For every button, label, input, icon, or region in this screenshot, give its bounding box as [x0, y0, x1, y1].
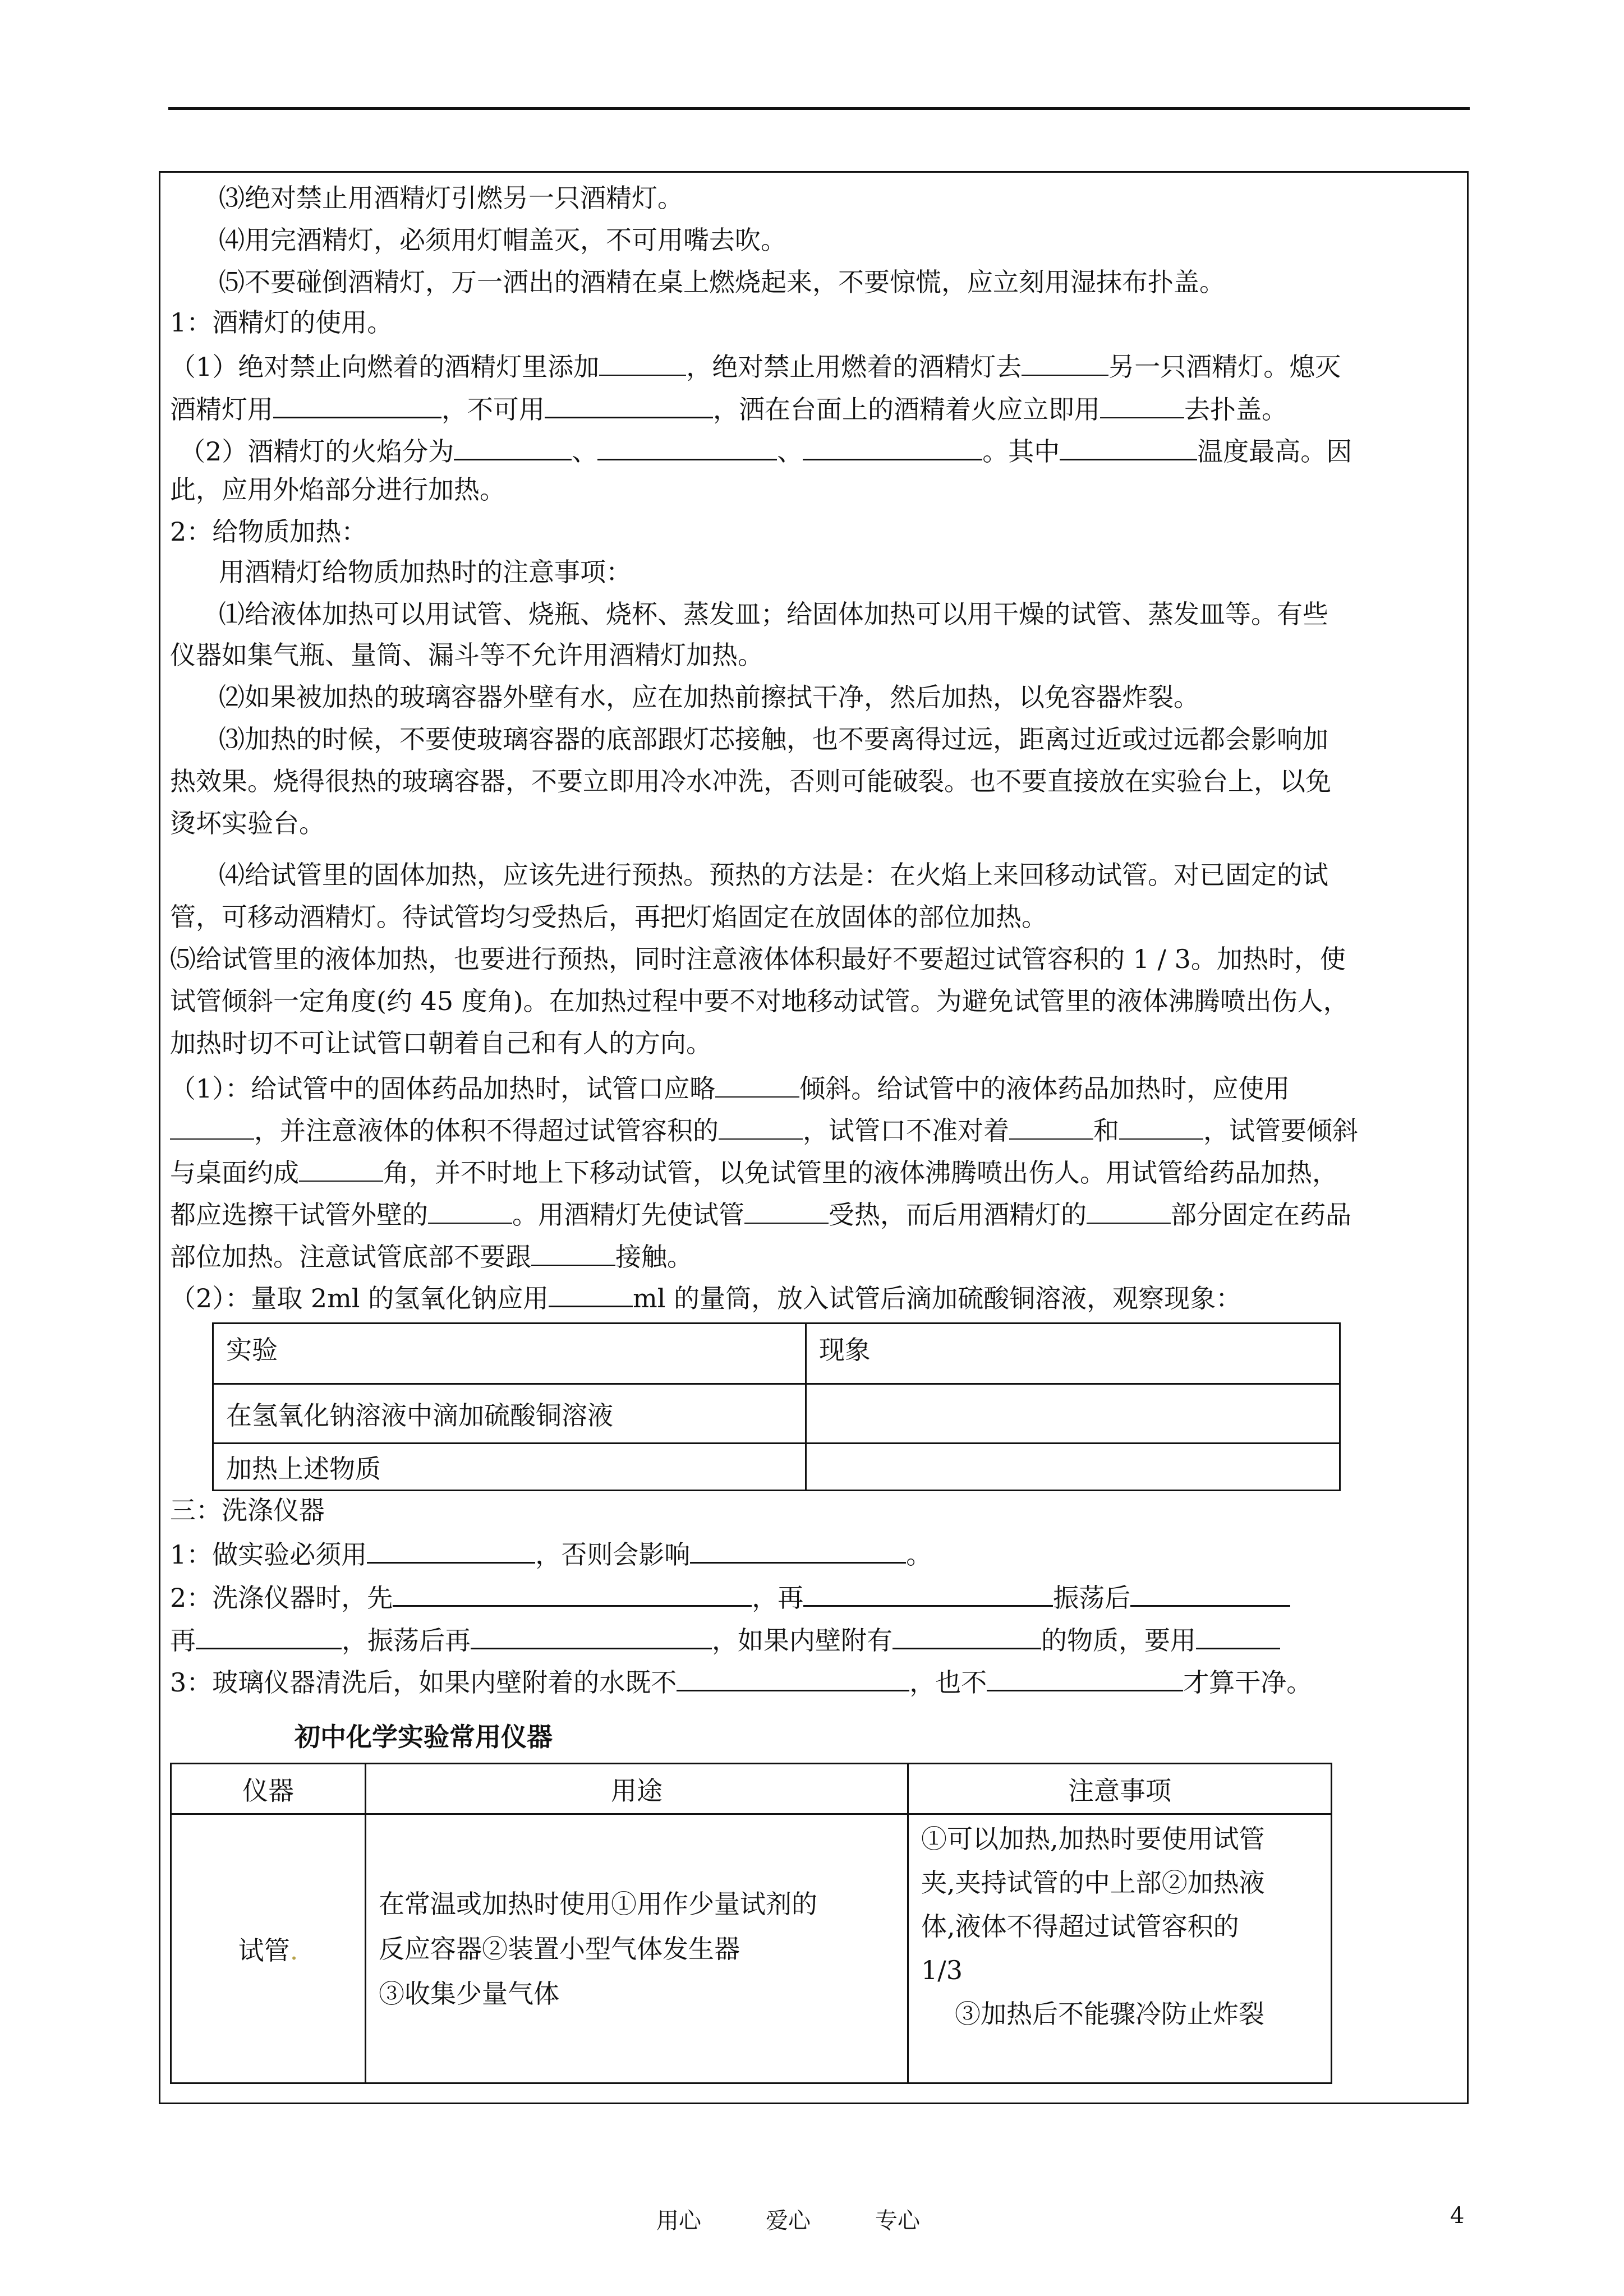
sec1-q1-line2: 酒精灯用 ，不可用 ，洒在台面上的酒精着火应立即用 去扑盖。: [170, 389, 1287, 426]
blank[interactable]: [393, 1577, 752, 1607]
sec2-p1b: 仪器如集气瓶、量筒、漏斗等不允许用酒精灯加热。: [170, 640, 763, 670]
sec2-p5b: 试管倾斜一定角度(约 45 度角)。在加热过程中要不对地移动试管。为避免试管里的液体沸腾喷出伤人，: [170, 986, 1349, 1016]
section-1-title: 1：酒精灯的使用。: [170, 307, 393, 338]
stray-mark: .: [289, 1935, 298, 1966]
sec2-p5a: ⑸给试管里的液体加热，也要进行预热，同时注意液体体积最好不要超过试管容积的 1 / 3。加热时，使: [170, 944, 1346, 974]
instrument-name: 试管: [238, 1935, 290, 1966]
blank[interactable]: [531, 1237, 615, 1266]
footer-middle: 爱心: [766, 2208, 811, 2234]
footer-right: 专心: [875, 2208, 920, 2234]
sec1-q2-line2: 此，应用外焰部分进行加热。: [170, 474, 505, 505]
blank[interactable]: [545, 389, 713, 418]
instrument-table: [170, 1763, 1332, 2084]
sec2-p3c: 烫坏实验台。: [170, 808, 325, 838]
blank[interactable]: [987, 1662, 1183, 1691]
fill-line-2: ，并注意液体的体积不得超过试管容积的 ，试管口不准对着 和 ，试管要倾斜: [170, 1110, 1358, 1147]
blank[interactable]: [471, 1620, 712, 1649]
use-line: 在常温或加热时使用①用作少量试剂的: [379, 1888, 817, 1919]
fill-line-4: 都应选擦干试管外壁的 。用酒精灯先使试管 受热，而后用酒精灯的 部分固定在药品: [170, 1195, 1351, 1232]
note-line: 夹,夹持试管的中上部②加热液: [921, 1868, 1265, 1898]
table-row: [171, 1814, 1332, 2083]
lamp-rule-3: ⑶绝对禁止用酒精灯引燃另一只酒精灯。: [219, 183, 683, 213]
blank[interactable]: [170, 1110, 254, 1140]
blank[interactable]: [599, 347, 686, 376]
experiment-header-row: [213, 1324, 1340, 1384]
sec2-p4a: ⑷给试管里的固体加热，应该先进行预热。预热的方法是：在火焰上来回移动试管。对已固定的试: [219, 860, 1328, 890]
footer-left: 用心: [656, 2208, 701, 2234]
header-rule: [168, 107, 1470, 110]
sec3-line-1: 1：做实验必须用 ，否则会影响 。: [170, 1534, 932, 1571]
fill-line-6: （2）：量取 2ml 的氢氧化钠应用 ml 的量筒，放入试管后滴加硫酸铜溶液，观察现象：: [170, 1278, 1241, 1315]
instrument-use-cell: [366, 1814, 908, 2083]
table-row: [213, 1384, 1340, 1444]
blank[interactable]: [677, 1662, 909, 1691]
fill-line-3: 与桌面约成 角，并不时地上下移动试管，以免试管里的液体沸腾喷出伤人。用试管给药品加热，: [170, 1152, 1338, 1190]
blank[interactable]: [1060, 431, 1197, 460]
blank[interactable]: [803, 1577, 1053, 1607]
blank[interactable]: [1119, 1110, 1203, 1140]
instrument-name-cell: [171, 1814, 366, 2083]
sec3-line-4: 3：玻璃仪器清洗后，如果内壁附着的水既不 ，也不 才算干净。: [170, 1662, 1312, 1699]
section-2-title: 2：给物质加热：: [170, 517, 367, 547]
sec2-p5c: 加热时切不可让试管口朝着自己和有人的方向。: [170, 1028, 712, 1058]
header-cell: 注意事项: [908, 1764, 1332, 1814]
blank[interactable]: [367, 1534, 535, 1564]
section-3-title: 三：洗涤仪器: [170, 1495, 325, 1525]
blank[interactable]: [597, 431, 777, 460]
page-number: 4: [1450, 2203, 1465, 2229]
blank[interactable]: [1009, 1110, 1093, 1140]
sec2-p2: ⑵如果被加热的玻璃容器外壁有水，应在加热前擦拭干净，然后加热，以免容器炸裂。: [219, 682, 1199, 712]
table-cell: 加热上述物质: [213, 1444, 806, 1491]
blank[interactable]: [690, 1534, 906, 1564]
fill-line-5: 部位加热。注意试管底部不要跟 接触。: [170, 1237, 693, 1274]
blank[interactable]: [273, 389, 441, 418]
blank[interactable]: [196, 1620, 342, 1649]
table-cell: [806, 1384, 1340, 1444]
blank[interactable]: [1087, 1195, 1171, 1224]
blank[interactable]: [715, 1068, 799, 1098]
table-cell: [806, 1444, 1340, 1491]
note-line: ③加热后不能骤冷防止炸裂: [955, 1999, 1264, 2029]
note-line: 1/3: [921, 1955, 963, 1985]
blank[interactable]: [1100, 389, 1184, 418]
instrument-header-row: [171, 1764, 1332, 1814]
table-cell: 在氢氧化钠溶液中滴加硫酸铜溶液: [213, 1384, 806, 1444]
blank[interactable]: [1022, 347, 1108, 376]
blank[interactable]: [744, 1195, 829, 1224]
sec2-intro: 用酒精灯给物质加热时的注意事项：: [219, 557, 632, 587]
sec2-p1a: ⑴给液体加热可以用试管、烧瓶、烧杯、蒸发皿；给固体加热可以用干燥的试管、蒸发皿等。有些: [219, 599, 1328, 629]
note-line: ①可以加热,加热时要使用试管: [921, 1824, 1265, 1854]
sec1-q1-line1: （1）绝对禁止向燃着的酒精灯里添加 ，绝对禁止用燃着的酒精灯去 另一只酒精灯。熄灭: [170, 347, 1341, 384]
blank[interactable]: [454, 431, 572, 460]
header-cell: 实验: [213, 1324, 806, 1384]
blank[interactable]: [549, 1278, 633, 1307]
blank[interactable]: [1130, 1577, 1290, 1607]
sec2-p4b: 管，可移动酒精灯。待试管均匀受热后，再把灯焰固定在放固体的部位加热。: [170, 902, 1047, 932]
instrument-notes-cell: [908, 1814, 1332, 2083]
blank[interactable]: [719, 1110, 803, 1140]
sec2-p3b: 热效果。烧得很热的玻璃容器，不要立即用冷水冲洗，否则可能破裂。也不要直接放在实验台上，以免: [170, 766, 1331, 796]
sec3-line-2: 2：洗涤仪器时，先 ，再 振荡后: [170, 1577, 1290, 1615]
fill-line-1: （1）：给试管中的固体药品加热时，试管口应略 倾斜。给试管中的液体药品加热时，应使用: [170, 1068, 1290, 1105]
sec1-q2-line1: （2）酒精灯的火焰分为 、 、 。其中 温度最高。因: [180, 431, 1352, 468]
blank[interactable]: [803, 431, 982, 460]
lamp-rule-4: ⑷用完酒精灯，必须用灯帽盖灭，不可用嘴去吹。: [219, 225, 786, 255]
use-line: ③收集少量气体: [379, 1978, 559, 2009]
table-row: [213, 1444, 1340, 1491]
blank[interactable]: [299, 1152, 383, 1182]
sec3-line-3: 再 ，振荡后再 ，如果内壁附有 的物质，要用: [170, 1620, 1280, 1657]
use-line: 反应容器②装置小型气体发生器: [379, 1933, 740, 1964]
lamp-rule-5: ⑸不要碰倒酒精灯，万一洒出的酒精在桌上燃烧起来，不要惊慌，应立刻用湿抹布扑盖。: [219, 267, 1225, 297]
instrument-table-title: 初中化学实验常用仪器: [295, 1722, 553, 1752]
blank[interactable]: [1196, 1620, 1280, 1649]
blank[interactable]: [892, 1620, 1041, 1649]
experiment-table: [212, 1322, 1341, 1491]
header-cell: 现象: [806, 1324, 1340, 1384]
header-cell: 用途: [366, 1764, 908, 1814]
blank[interactable]: [428, 1195, 512, 1224]
note-line: 体,液体不得超过试管容积的: [921, 1911, 1239, 1942]
header-cell: 仪器: [171, 1764, 366, 1814]
sec2-p3a: ⑶加热的时候，不要使玻璃容器的底部跟灯芯接触，也不要离得过远，距离过近或过远都会影响加: [219, 724, 1328, 754]
